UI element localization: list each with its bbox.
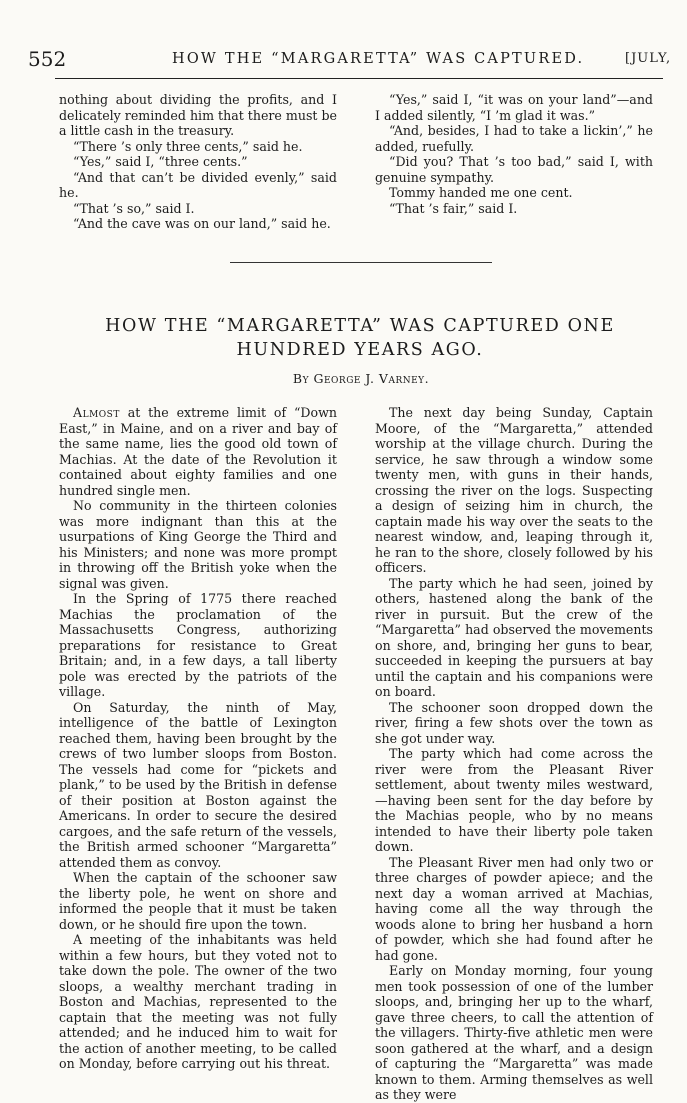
paragraph: “Yes,” said I, “it was on your land”—and I added silently, “I ’m glad it was.” xyxy=(375,92,653,123)
paragraph: “And that can’t be divided evenly,” said he. xyxy=(59,169,337,200)
paragraph: “And, besides, I had to take a lickin’,” he added, ruefully. xyxy=(375,123,653,154)
article-title-line-2: HUNDRED YEARS AGO. xyxy=(236,340,484,360)
previous-story-right-column xyxy=(375,92,653,216)
byline: By George J. Varney. xyxy=(292,371,430,386)
running-title: HOW THE “MARGARETTA” WAS CAPTURED. xyxy=(172,51,585,67)
paragraph: No community in the thirteen colonies was more indignant than this at the usurpations of King George the Third and his Ministers; and none was more prompt in throwing off the British yoke when the signal was given. xyxy=(59,498,337,591)
paragraph: The schooner soon dropped down the river, firing a few shots over the town as she got under way. xyxy=(375,699,653,746)
paragraph: The party which had come across the river were from the Pleasant River settlement, about twenty miles westward,—having been sent for the day before by the Machias people, who by no means intended to have their liberty pole taken down. xyxy=(375,746,653,854)
paragraph: “There ’s only three cents,” said he. xyxy=(73,138,303,154)
paragraph: Tommy handed me one cent. xyxy=(389,185,573,200)
paragraph: A meeting of the inhabitants was held within a few hours, but they voted not to take down the pole. The owner of the two sloops, a wealthy merchant trading in Boston and Machias, represented to the captain that the meeting was not fully attended; and he induced him to wait for the action of another meeting, to be called on Monday, before carrying out his threat. xyxy=(59,932,337,1071)
article-left-column xyxy=(59,405,337,1072)
article-title xyxy=(60,314,660,362)
paragraph: On Saturday, the ninth of May, intelligence of the battle of Lexington reached them, having been brought by the crews of two lumber sloops from Boston. The vessels had come for “pickets and plank,” to be used by the British in defense of their position at Boston against the Americans. In order to secure the desired cargoes, and the safe return of the vessels, the British armed schooner “Margaretta” attended them as convoy. xyxy=(59,699,337,870)
issue-month: [JULY, xyxy=(625,51,672,66)
article-title-line-1: HOW THE “MARGARETTA” WAS CAPTURED ONE xyxy=(105,316,615,336)
paragraph: “That ’s fair,” said I. xyxy=(389,200,518,216)
paragraph: “Did you? That ’s too bad,” said I, with genuine sympathy. xyxy=(375,154,653,185)
paragraph: The Pleasant River men had only two or three charges of powder apiece; and the next day a woman arrived at Machias, having come all the way through the woods alone to bring her husband a horn of powder, which she had found after he had gone. xyxy=(375,854,653,963)
previous-story-left-column xyxy=(59,92,337,232)
paragraph: “That ’s so,” said I. xyxy=(73,200,195,216)
paragraph: Early on Monday morning, four young men took possession of one of the lumber sloops, and, bringing her up to the wharf, gave three cheers, to call the attention of the villagers. Thirty-five athletic men were soon gathered at the wharf, and a design of capturing the “Margaretta” was made known to them. Arming themselves as well as they were xyxy=(375,963,653,1102)
header-rule xyxy=(55,78,663,79)
section-divider xyxy=(230,262,492,263)
paragraph: The next day being Sunday, Captain Moore, of the “Margaretta,” attended worship at the village church. During the service, he saw through a window some twenty men, with guns in their hands, crossing the river on the logs. Suspecting a design of seizing him in church, the captain made his way over the seats to the nearest window, and, leaping through it, he ran to the shore, closely followed by his officers. xyxy=(375,405,653,575)
paragraph: The party which he had seen, joined by others, hastened along the bank of the river in pursuit. But the crew of the “Margaretta” had observed the movements on shore, and, bringing her guns to bear, succeeded in keeping the pursuers at bay until the captain and his companions were on board. xyxy=(375,575,653,699)
page-number: 552 xyxy=(28,47,67,71)
paragraph: “And the cave was on our land,” said he. xyxy=(73,216,331,231)
paragraph: When the captain of the schooner saw the liberty pole, he went on shore and informed the people that it must be taken down, or he should fire upon the town. xyxy=(59,870,337,932)
article-right-column xyxy=(375,405,653,1103)
first-paragraph-text: at the extreme limit of “Down East,” in Maine, and on a river and bay of the same name, lies the good old town of Machias. At the date of the Revolution it contained about eighty families and one hundred single men. xyxy=(59,405,337,498)
first-paragraph xyxy=(59,405,337,498)
paragraph: In the Spring of 1775 there reached Machias the proclamation of the Massachusetts Congress, authorizing preparations for resistance to Great Britain; and, in a few days, a tall liberty pole was erected by the patriots of the village. xyxy=(59,591,337,699)
paragraph: “Yes,” said I, “three cents.” xyxy=(73,154,248,169)
lead-word: Almost xyxy=(73,405,120,420)
paragraph: nothing about dividing the profits, and I delicately reminded him that there must be a little cash in the treasury. xyxy=(59,92,337,138)
